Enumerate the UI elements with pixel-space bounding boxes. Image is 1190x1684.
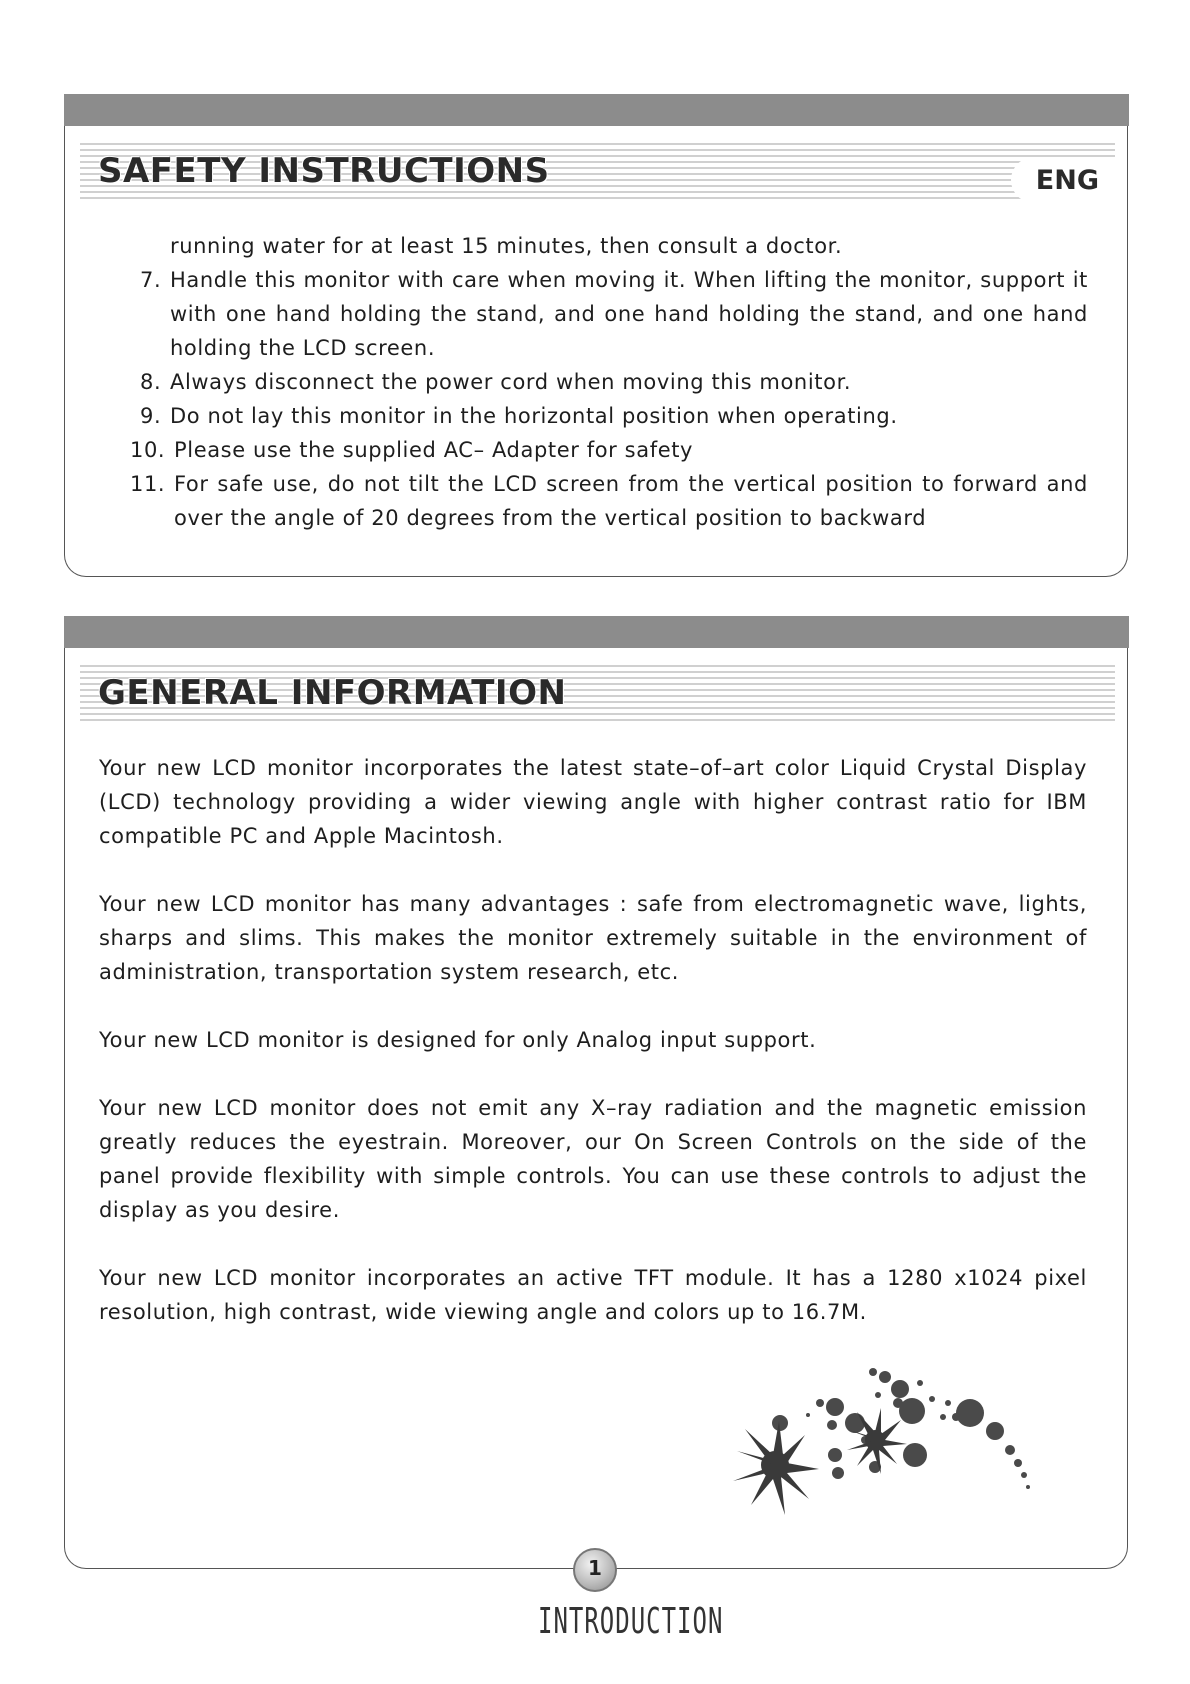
list-number: 9. <box>140 404 162 428</box>
page-number-badge <box>573 1548 617 1592</box>
general-content <box>99 751 1087 1363</box>
list-number: 10. <box>130 438 166 462</box>
list-item-text: Do not lay this monitor in the horizontal position when operating. <box>170 404 898 428</box>
paragraph: Your new LCD monitor incorporates the latest state–of–art color Liquid Crystal Display (LCD) technology providing a wider viewing angle with higher contrast ratio for IBM compatible PC and Apple Macintosh. <box>99 756 1087 848</box>
list-item-text: Handle this monitor with care when moving it. When lifting the monitor, support it with one hand holding the stand, and one hand holding the stand, and one hand holding the LCD screen. <box>170 268 1088 360</box>
list-item <box>130 399 1088 433</box>
list-number: 8. <box>140 370 162 394</box>
safety-content <box>130 229 1088 535</box>
list-number: 7. <box>140 268 162 292</box>
paragraph: Your new LCD monitor incorporates an active TFT module. It has a 1280 x1024 pixel resolution, high contrast, wide viewing angle and colors up to 16.7M. <box>99 1266 1087 1324</box>
list-item-continuation <box>130 229 1088 263</box>
list-item <box>130 263 1088 365</box>
list-item-text: For safe use, do not tilt the LCD screen from the vertical position to forward and over the angle of 20 degrees from the vertical position to backward <box>174 472 1088 530</box>
safety-title-row <box>80 143 1115 203</box>
list-item <box>130 365 1088 399</box>
paragraph: Your new LCD monitor is designed for only Analog input support. <box>99 1028 817 1052</box>
general-header-bar <box>64 616 1129 648</box>
general-title-row <box>80 665 1115 725</box>
section-footer-label: INTRODUCTION <box>538 1600 724 1642</box>
list-item-text: Always disconnect the power cord when moving this monitor. <box>170 370 852 394</box>
list-number: 11. <box>130 472 166 496</box>
list-item-text: Please use the supplied AC– Adapter for safety <box>174 438 694 462</box>
page-number: 1 <box>588 1556 602 1580</box>
paragraph: Your new LCD monitor has many advantages : safe from electromagnetic wave, lights, sharps and slims. This makes the monitor extremely suitable in the environment of administration, transportation system research, etc. <box>99 892 1087 984</box>
splash-decoration-icon <box>680 1355 1080 1555</box>
safety-header-bar <box>64 94 1129 126</box>
paragraph: Your new LCD monitor does not emit any X–ray radiation and the magnetic emission greatly reduces the eyestrain. Moreover, our On Screen Controls on the side of the panel provide flexibility with simple controls. You can use these controls to adjust the display as you desire. <box>99 1096 1087 1222</box>
list-item <box>130 467 1088 535</box>
list-item <box>130 433 1088 467</box>
section-title: SAFETY INSTRUCTIONS <box>98 151 550 191</box>
language-label: ENG <box>1035 165 1099 196</box>
section-title: GENERAL INFORMATION <box>98 673 567 713</box>
list-item-text: running water for at least 15 minutes, then consult a doctor. <box>170 234 843 258</box>
